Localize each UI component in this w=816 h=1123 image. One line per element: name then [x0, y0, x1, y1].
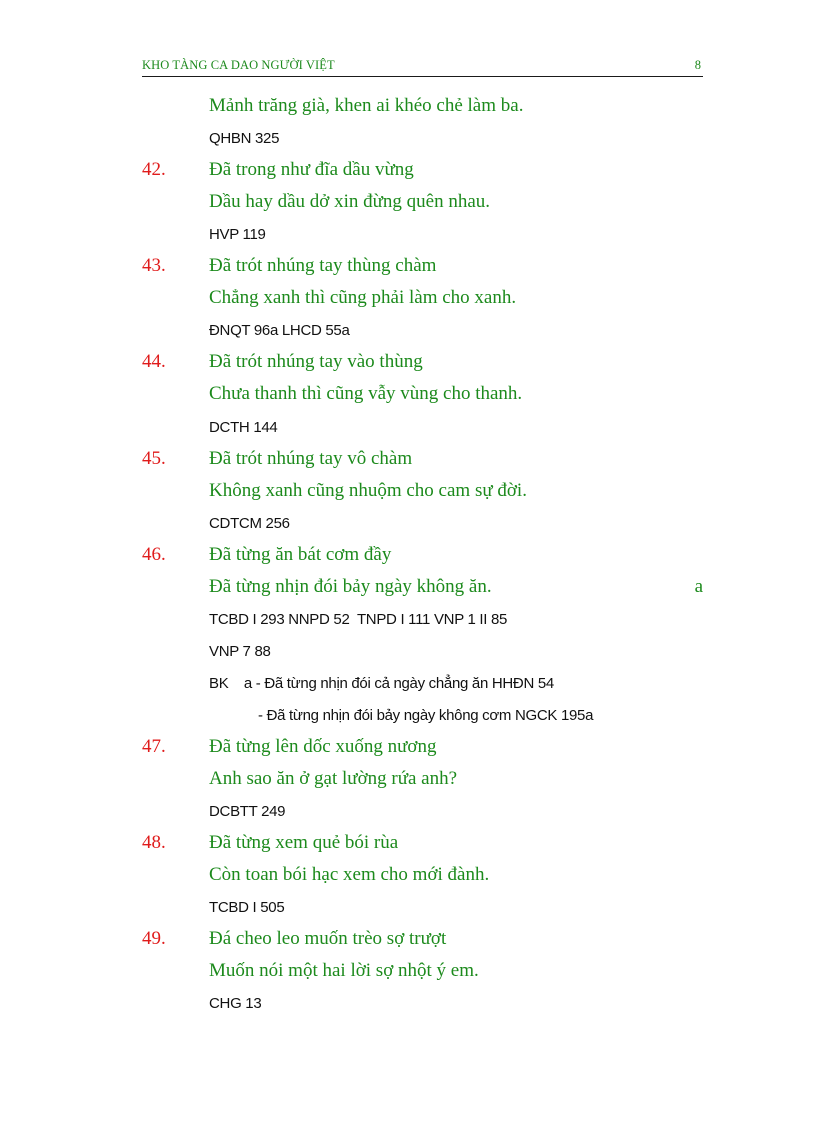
entry-number: 43.	[142, 255, 166, 276]
source-reference: CHG 13	[209, 995, 262, 1012]
page-number: 8	[694, 58, 701, 72]
verse-line: Đã từng ăn bát cơm đầy	[209, 544, 392, 565]
source-reference: BK a - Đã từng nhịn đói cả ngày chẳng ăn HHĐN 54	[209, 675, 554, 692]
source-reference: HVP 119	[209, 226, 266, 243]
verse-line: Chẳng xanh thì cũng phải làm cho xanh.	[209, 287, 517, 308]
verse-line: Mảnh trăng già, khen ai khéo chẻ làm ba.	[209, 95, 524, 116]
source-reference: TCBD I 293 NNPD 52 TNPD I 111 VNP 1 II 85	[209, 611, 508, 628]
verse-line: Đã từng nhịn đói bảy ngày không ăn.	[209, 576, 492, 597]
verse-line: Đã từng lên dốc xuống nương	[209, 736, 437, 757]
source-reference: TCBD I 505	[209, 899, 285, 916]
entry-number: 46.	[142, 544, 166, 565]
verse-line: Đã trong như đĩa dầu vừng	[209, 159, 414, 180]
verse-line: Đã từng xem quẻ bói rùa	[209, 832, 399, 853]
verse-line: Muốn nói một hai lời sợ nhột ý em.	[209, 960, 479, 981]
source-reference: DCBTT 249	[209, 803, 286, 820]
verse-line: Còn toan bói hạc xem cho mới đành.	[209, 864, 490, 885]
entry-number: 49.	[142, 928, 166, 949]
verse-line: Dầu hay dầu dở xin đừng quên nhau.	[209, 191, 491, 212]
verse-line: Đã trót nhúng tay vào thùng	[209, 351, 423, 372]
verse-line: Chưa thanh thì cũng vẫy vùng cho thanh.	[209, 383, 523, 404]
source-reference: - Đã từng nhịn đói bảy ngày không cơm NGCK 195a	[258, 707, 594, 724]
source-reference: ĐNQT 96a LHCD 55a	[209, 322, 350, 339]
source-reference: VNP 7 88	[209, 643, 271, 660]
entry-number: 47.	[142, 736, 166, 757]
entry-number: 45.	[142, 448, 166, 469]
verse-line: Đá cheo leo muốn trèo sợ trượt	[209, 928, 447, 949]
source-reference: CDTCM 256	[209, 515, 290, 532]
variant-marker: a	[694, 576, 703, 597]
source-reference: DCTH 144	[209, 419, 278, 436]
entry-number: 48.	[142, 832, 166, 853]
source-reference: QHBN 325	[209, 130, 280, 147]
verse-line: Đã trót nhúng tay thùng chàm	[209, 255, 437, 276]
entry-number: 42.	[142, 159, 166, 180]
verse-line: Anh sao ăn ở gạt lường rứa anh?	[209, 768, 458, 789]
verse-line: Đã trót nhúng tay vô chàm	[209, 448, 413, 469]
entry-number: 44.	[142, 351, 166, 372]
verse-line: Không xanh cũng nhuộm cho cam sự đời.	[209, 480, 527, 501]
running-title: KHO TÀNG CA DAO NGƯỜI VIỆT	[142, 58, 335, 72]
